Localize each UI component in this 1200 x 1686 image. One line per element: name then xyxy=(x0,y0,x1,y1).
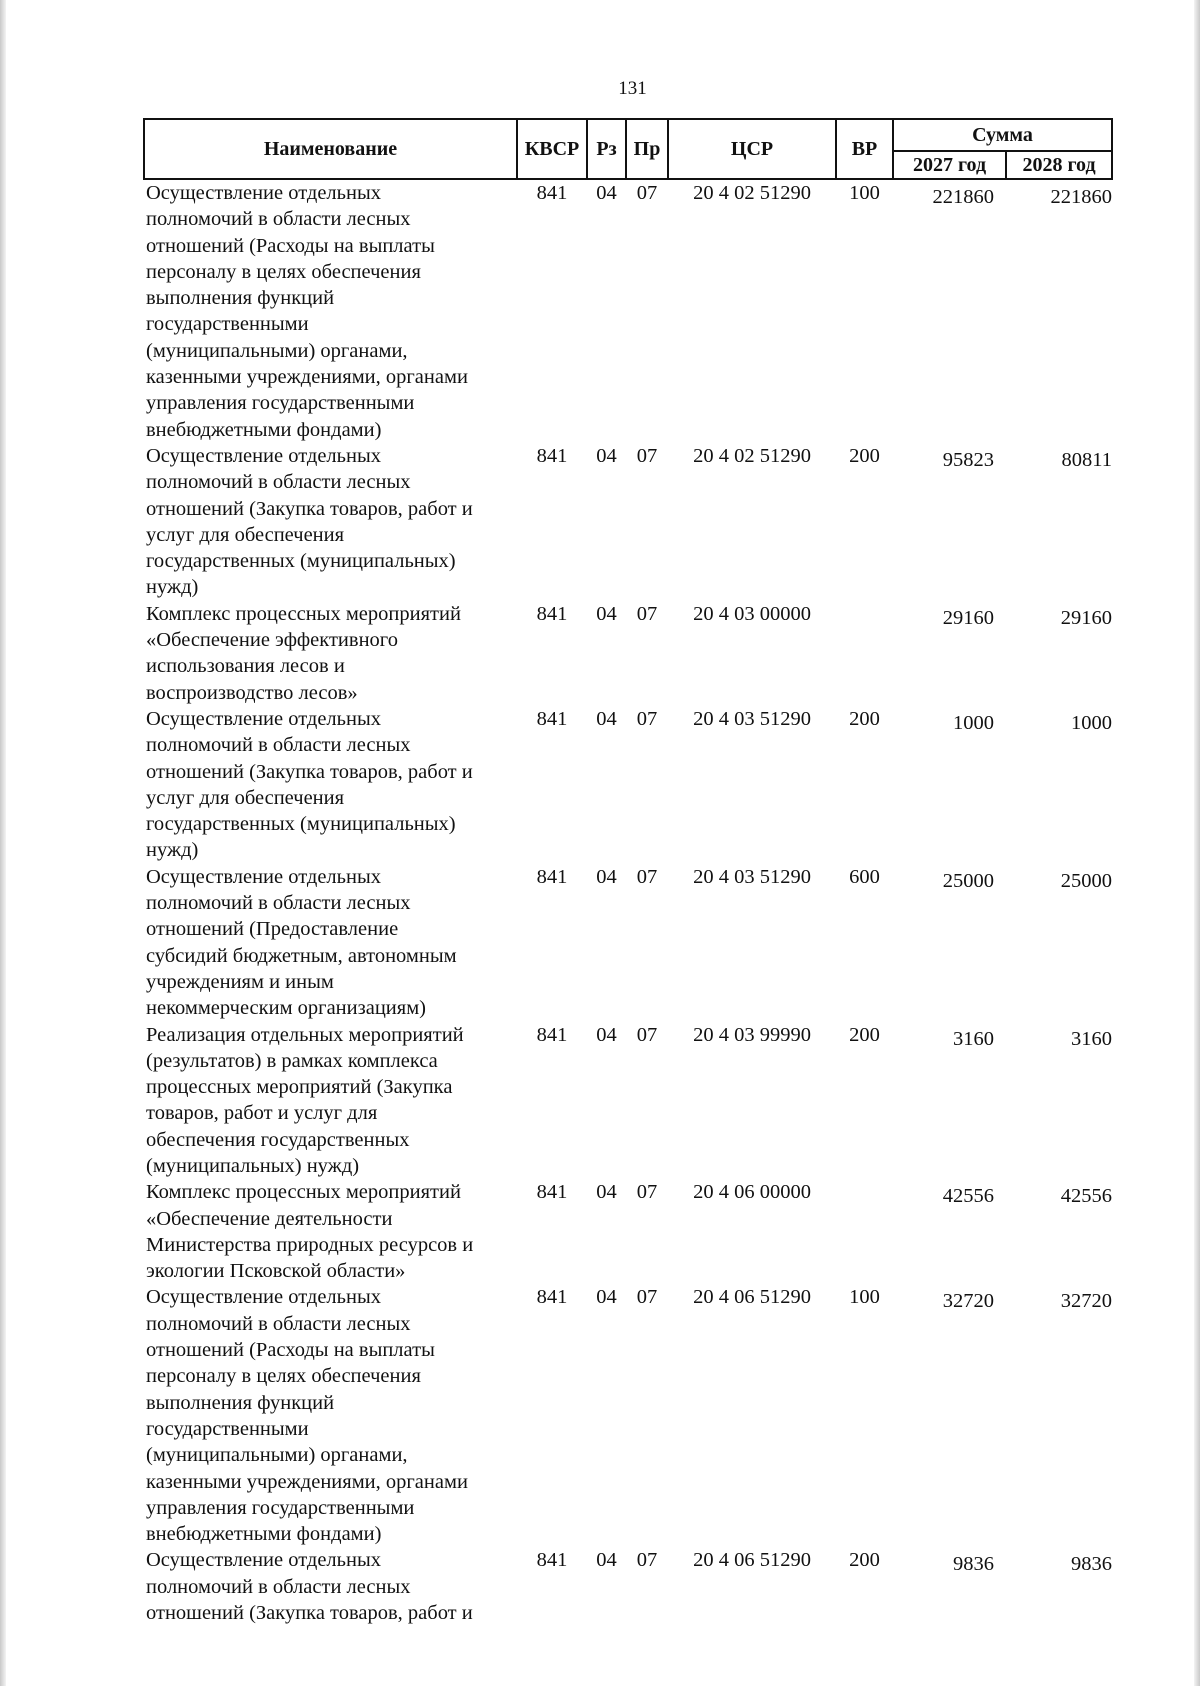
name-cell xyxy=(144,706,517,864)
name-line: государственными xyxy=(146,313,309,336)
name-line: нужд) xyxy=(146,839,199,862)
kvsr-cell: 841 xyxy=(536,1286,568,1309)
pr-cell: 07 xyxy=(636,707,658,730)
name-line: использования лесов и xyxy=(146,655,345,678)
rz-cell: 04 xyxy=(596,1286,617,1309)
name-line: услуг для обеспечения xyxy=(146,786,345,809)
header-year-2027: 2027 год xyxy=(893,151,1006,179)
name-line: (муниципальных) нужд) xyxy=(146,1154,360,1177)
name-line: воспроизводство лесов» xyxy=(146,681,358,704)
name-line: персоналу в целях обеспечения xyxy=(146,260,421,283)
sum-2028-cell: 42556 xyxy=(1060,1185,1113,1208)
name-line: управления государственными xyxy=(146,1496,415,1519)
name-cell xyxy=(144,1284,517,1547)
vr-cell: 600 xyxy=(849,865,880,888)
pr-cell: 07 xyxy=(636,1181,658,1204)
name-line: государственных (муниципальных) xyxy=(146,813,456,836)
sum-2027-cell: 42556 xyxy=(942,1185,994,1208)
name-line: полномочий в области лесных xyxy=(146,892,411,915)
sum-2028-cell: 25000 xyxy=(1060,869,1113,892)
name-line: отношений (Расходы на выплаты xyxy=(146,234,435,257)
name-line: Комплекс процессных мероприятий xyxy=(146,602,461,625)
name-line: (муниципальными) органами, xyxy=(146,1444,408,1467)
page-number: 131 xyxy=(618,78,647,99)
name-line: полномочий в области лесных xyxy=(146,1312,411,1335)
name-cell xyxy=(144,1022,517,1180)
kvsr-cell: 841 xyxy=(536,707,568,730)
table-header-row xyxy=(144,119,1112,151)
name-line: обеспечения государственных xyxy=(146,1128,410,1151)
scan-edge-left xyxy=(0,0,6,1686)
csr-cell: 20 4 03 00000 xyxy=(693,602,811,625)
name-line: полномочий в области лесных xyxy=(146,471,411,494)
name-cell xyxy=(144,864,517,1022)
name-line: (муниципальными) органами, xyxy=(146,339,408,362)
name-line: полномочий в области лесных xyxy=(146,208,411,231)
sum-2028-cell: 3160 xyxy=(1071,1027,1113,1050)
csr-cell: 20 4 02 51290 xyxy=(693,182,811,204)
csr-cell: 20 4 03 51290 xyxy=(693,707,811,730)
table-row xyxy=(144,1284,1112,1547)
table-row xyxy=(144,1179,1112,1284)
csr-cell: 20 4 06 00000 xyxy=(693,1181,811,1204)
name-line: казенными учреждениями, органами xyxy=(146,366,468,389)
kvsr-cell: 841 xyxy=(536,1181,568,1204)
vr-cell: 200 xyxy=(849,1023,880,1046)
table-row xyxy=(144,443,1112,601)
sum-2027-cell: 1000 xyxy=(953,711,994,734)
table-row xyxy=(144,601,1112,706)
sum-2028-cell: 1000 xyxy=(1071,711,1113,734)
budget-table xyxy=(143,118,1113,1626)
name-line: Осуществление отдельных xyxy=(146,707,382,730)
name-line: экологии Псковской области» xyxy=(146,1260,406,1283)
sum-2027-cell: 95823 xyxy=(942,448,994,471)
name-line: нужд) xyxy=(146,576,199,599)
vr-cell xyxy=(836,601,893,706)
rz-cell: 04 xyxy=(596,444,617,467)
name-line: выполнения функций xyxy=(146,287,335,310)
vr-cell: 100 xyxy=(849,1286,880,1309)
name-line: Осуществление отдельных xyxy=(146,865,382,888)
table-row xyxy=(144,706,1112,864)
name-line: выполнения функций xyxy=(146,1391,335,1414)
header-sum: Сумма xyxy=(893,119,1112,151)
header-rz: Рз xyxy=(587,119,626,179)
sum-2027-cell: 29160 xyxy=(942,606,994,629)
table-row xyxy=(144,1547,1112,1626)
vr-cell xyxy=(836,1179,893,1284)
name-line: (результатов) в рамках комплекса xyxy=(146,1049,438,1072)
pr-cell: 07 xyxy=(636,865,658,888)
csr-cell: 20 4 06 51290 xyxy=(693,1286,811,1309)
sum-2028-cell: 80811 xyxy=(1061,448,1113,471)
name-line: внебюджетными фондами) xyxy=(146,1523,382,1546)
vr-cell: 200 xyxy=(849,1549,880,1572)
name-line: Комплекс процессных мероприятий xyxy=(146,1181,461,1204)
name-line: персоналу в целях обеспечения xyxy=(146,1365,421,1388)
scan-edge-right xyxy=(1194,0,1200,1686)
sum-2027-cell: 25000 xyxy=(942,869,994,892)
sum-2028-cell: 32720 xyxy=(1060,1290,1113,1313)
kvsr-cell: 841 xyxy=(536,1549,568,1572)
kvsr-cell: 841 xyxy=(536,865,568,888)
name-cell xyxy=(144,179,517,443)
csr-cell: 20 4 03 51290 xyxy=(693,865,811,888)
vr-cell: 200 xyxy=(849,707,880,730)
name-line: «Обеспечение деятельности xyxy=(146,1207,393,1230)
sum-2028-cell: 29160 xyxy=(1060,606,1113,629)
name-cell xyxy=(144,1547,517,1626)
pr-cell: 07 xyxy=(636,182,658,204)
name-line: полномочий в области лесных xyxy=(146,1575,411,1598)
name-line: процессных мероприятий (Закупка xyxy=(146,1076,453,1099)
table-row xyxy=(144,864,1112,1022)
name-cell xyxy=(144,601,517,706)
name-line: учреждениям и иным xyxy=(146,970,334,993)
name-line: отношений (Предоставление xyxy=(146,918,399,941)
name-line: Осуществление отдельных xyxy=(146,1549,382,1572)
rz-cell: 04 xyxy=(596,1023,617,1046)
kvsr-cell: 841 xyxy=(536,444,568,467)
pr-cell: 07 xyxy=(636,602,658,625)
table-row xyxy=(144,179,1112,443)
name-line: отношений (Закупка товаров, работ и xyxy=(146,497,473,520)
name-line: отношений (Расходы на выплаты xyxy=(146,1339,435,1362)
table-body xyxy=(144,179,1112,1626)
sum-2028-cell: 221860 xyxy=(1050,186,1113,208)
pr-cell: 07 xyxy=(636,1549,658,1572)
sum-2027-cell: 9836 xyxy=(953,1553,994,1576)
kvsr-cell: 841 xyxy=(536,182,568,204)
name-line: субсидий бюджетным, автономным xyxy=(146,944,457,967)
rz-cell: 04 xyxy=(596,602,617,625)
kvsr-cell: 841 xyxy=(536,1023,568,1046)
vr-cell: 100 xyxy=(849,182,880,204)
header-csr: ЦСР xyxy=(668,119,836,179)
pr-cell: 07 xyxy=(636,444,658,467)
header-name: Наименование xyxy=(144,119,517,179)
sum-2027-cell: 32720 xyxy=(942,1290,994,1313)
rz-cell: 04 xyxy=(596,182,617,204)
name-cell xyxy=(144,443,517,601)
name-line: полномочий в области лесных xyxy=(146,734,411,757)
name-line: отношений (Закупка товаров, работ и xyxy=(146,760,473,783)
name-line: Министерства природных ресурсов и xyxy=(146,1233,474,1256)
header-pr: Пр xyxy=(626,119,668,179)
name-line: Осуществление отдельных xyxy=(146,182,382,204)
rz-cell: 04 xyxy=(596,707,617,730)
name-line: «Обеспечение эффективного xyxy=(146,629,398,652)
name-line: товаров, работ и услуг для xyxy=(146,1102,378,1125)
name-line: казенными учреждениями, органами xyxy=(146,1470,468,1493)
pr-cell: 07 xyxy=(636,1286,658,1309)
name-line: внебюджетными фондами) xyxy=(146,418,382,441)
name-line: Осуществление отдельных xyxy=(146,1286,382,1309)
csr-cell: 20 4 02 51290 xyxy=(693,444,811,467)
pr-cell: 07 xyxy=(636,1023,658,1046)
header-vr: ВР xyxy=(836,119,893,179)
name-line: государственными xyxy=(146,1417,309,1440)
name-line: некоммерческим организациям) xyxy=(146,997,426,1020)
name-line: услуг для обеспечения xyxy=(146,523,345,546)
kvsr-cell: 841 xyxy=(536,602,568,625)
name-line: Осуществление отдельных xyxy=(146,444,382,467)
sum-2027-cell: 221860 xyxy=(932,186,994,208)
csr-cell: 20 4 03 99990 xyxy=(693,1023,811,1046)
vr-cell: 200 xyxy=(849,444,880,467)
name-line: Реализация отдельных мероприятий xyxy=(146,1023,464,1046)
rz-cell: 04 xyxy=(596,1181,617,1204)
name-cell xyxy=(144,1179,517,1284)
name-line: отношений (Закупка товаров, работ и xyxy=(146,1602,473,1625)
sum-2028-cell: 9836 xyxy=(1071,1553,1113,1576)
header-year-2028: 2028 год xyxy=(1006,151,1112,179)
rz-cell: 04 xyxy=(596,865,617,888)
table-row xyxy=(144,1022,1112,1180)
name-line: государственных (муниципальных) xyxy=(146,550,456,573)
header-kvsr: КВСР xyxy=(517,119,587,179)
sum-2027-cell: 3160 xyxy=(953,1027,994,1050)
name-line: управления государственными xyxy=(146,392,415,415)
csr-cell: 20 4 06 51290 xyxy=(693,1549,811,1572)
rz-cell: 04 xyxy=(596,1549,617,1572)
